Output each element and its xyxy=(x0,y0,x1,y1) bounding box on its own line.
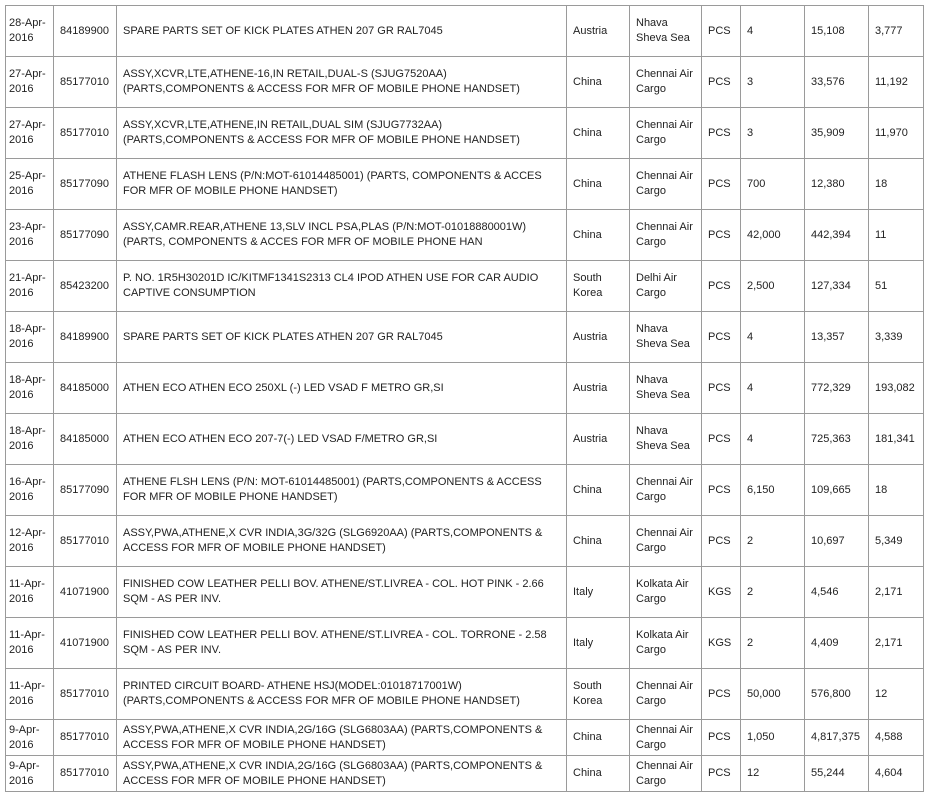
cell-hs-code: 85177010 xyxy=(54,57,117,108)
table-row xyxy=(6,756,924,792)
cell-origin-country: China xyxy=(567,159,630,210)
cell-origin-country: Italy xyxy=(567,567,630,618)
cell-description: ASSY,XCVR,LTE,ATHENE-16,IN RETAIL,DUAL-S (SJUG7520AA) (PARTS,COMPONENTS & ACCESS FOR MFR OF MOBILE PHONE HANDSET) xyxy=(117,57,567,108)
cell-quantity: 2 xyxy=(741,516,805,567)
cell-value: 725,363 xyxy=(805,414,869,465)
table-row xyxy=(6,210,924,261)
cell-port: Chennai Air Cargo xyxy=(630,720,702,756)
table-row xyxy=(6,363,924,414)
cell-origin-country: Austria xyxy=(567,312,630,363)
cell-unit: PCS xyxy=(702,669,741,720)
cell-date: 23-Apr-2016 xyxy=(6,210,54,261)
cell-per-unit-value: 2,171 xyxy=(869,567,924,618)
table-row xyxy=(6,720,924,756)
cell-origin-country: Italy xyxy=(567,618,630,669)
cell-per-unit-value: 5,349 xyxy=(869,516,924,567)
cell-value: 4,546 xyxy=(805,567,869,618)
cell-hs-code: 85177090 xyxy=(54,210,117,261)
cell-date: 12-Apr-2016 xyxy=(6,516,54,567)
cell-unit: PCS xyxy=(702,210,741,261)
cell-date: 9-Apr-2016 xyxy=(6,720,54,756)
cell-description: FINISHED COW LEATHER PELLI BOV. ATHENE/ST.LIVREA - COL. TORRONE - 2.58 SQM - AS PER INV. xyxy=(117,618,567,669)
cell-date: 16-Apr-2016 xyxy=(6,465,54,516)
cell-value: 772,329 xyxy=(805,363,869,414)
cell-port: Chennai Air Cargo xyxy=(630,756,702,792)
cell-per-unit-value: 3,777 xyxy=(869,6,924,57)
cell-port: Chennai Air Cargo xyxy=(630,516,702,567)
table-row xyxy=(6,567,924,618)
table-row xyxy=(6,618,924,669)
cell-hs-code: 41071900 xyxy=(54,567,117,618)
cell-port: Nhava Sheva Sea xyxy=(630,414,702,465)
cell-origin-country: South Korea xyxy=(567,261,630,312)
cell-value: 10,697 xyxy=(805,516,869,567)
cell-date: 25-Apr-2016 xyxy=(6,159,54,210)
cell-unit: PCS xyxy=(702,516,741,567)
cell-hs-code: 85177010 xyxy=(54,108,117,159)
cell-date: 21-Apr-2016 xyxy=(6,261,54,312)
cell-unit: KGS xyxy=(702,618,741,669)
cell-date: 27-Apr-2016 xyxy=(6,57,54,108)
cell-quantity: 2 xyxy=(741,618,805,669)
cell-description: ASSY,PWA,ATHENE,X CVR INDIA,3G/32G (SLG6920AA) (PARTS,COMPONENTS & ACCESS FOR MFR OF MOBILE PHONE HANDSET) xyxy=(117,516,567,567)
cell-unit: PCS xyxy=(702,720,741,756)
cell-description: ATHENE FLSH LENS (P/N: MOT-61014485001) (PARTS,COMPONENTS & ACCESS FOR MFR OF MOBILE PHONE HANDSET) xyxy=(117,465,567,516)
cell-value: 4,817,375 xyxy=(805,720,869,756)
cell-hs-code: 85177010 xyxy=(54,516,117,567)
cell-value: 55,244 xyxy=(805,756,869,792)
cell-unit: PCS xyxy=(702,312,741,363)
table-row xyxy=(6,6,924,57)
cell-date: 11-Apr-2016 xyxy=(6,669,54,720)
cell-description: ASSY,XCVR,LTE,ATHENE,IN RETAIL,DUAL SIM (SJUG7732AA) (PARTS,COMPONENTS & ACCESS FOR MFR OF MOBILE PHONE HANDSET) xyxy=(117,108,567,159)
cell-description: SPARE PARTS SET OF KICK PLATES ATHEN 207 GR RAL7045 xyxy=(117,6,567,57)
cell-date: 9-Apr-2016 xyxy=(6,756,54,792)
cell-hs-code: 84185000 xyxy=(54,414,117,465)
cell-port: Delhi Air Cargo xyxy=(630,261,702,312)
cell-description: FINISHED COW LEATHER PELLI BOV. ATHENE/ST.LIVREA - COL. HOT PINK - 2.66 SQM - AS PER INV. xyxy=(117,567,567,618)
cell-hs-code: 85177090 xyxy=(54,465,117,516)
cell-origin-country: South Korea xyxy=(567,669,630,720)
table-row xyxy=(6,108,924,159)
cell-description: SPARE PARTS SET OF KICK PLATES ATHEN 207 GR RAL7045 xyxy=(117,312,567,363)
cell-per-unit-value: 3,339 xyxy=(869,312,924,363)
cell-value: 4,409 xyxy=(805,618,869,669)
cell-port: Chennai Air Cargo xyxy=(630,465,702,516)
cell-quantity: 42,000 xyxy=(741,210,805,261)
cell-date: 11-Apr-2016 xyxy=(6,567,54,618)
cell-unit: PCS xyxy=(702,414,741,465)
cell-value: 35,909 xyxy=(805,108,869,159)
cell-origin-country: Austria xyxy=(567,414,630,465)
cell-port: Nhava Sheva Sea xyxy=(630,6,702,57)
table-row xyxy=(6,669,924,720)
cell-unit: PCS xyxy=(702,159,741,210)
cell-unit: KGS xyxy=(702,567,741,618)
cell-port: Chennai Air Cargo xyxy=(630,669,702,720)
cell-hs-code: 84189900 xyxy=(54,312,117,363)
cell-description: PRINTED CIRCUIT BOARD- ATHENE HSJ(MODEL:01018717001W) (PARTS,COMPONENTS & ACCESS FOR MFR OF MOBILE PHONE HANDSET) xyxy=(117,669,567,720)
table-row xyxy=(6,465,924,516)
cell-unit: PCS xyxy=(702,465,741,516)
cell-hs-code: 85177010 xyxy=(54,756,117,792)
cell-hs-code: 85177010 xyxy=(54,720,117,756)
cell-port: Kolkata Air Cargo xyxy=(630,567,702,618)
table-row xyxy=(6,261,924,312)
cell-value: 15,108 xyxy=(805,6,869,57)
cell-port: Chennai Air Cargo xyxy=(630,159,702,210)
cell-per-unit-value: 11,192 xyxy=(869,57,924,108)
cell-description: ASSY,PWA,ATHENE,X CVR INDIA,2G/16G (SLG6803AA) (PARTS,COMPONENTS & ACCESS FOR MFR OF MOBILE PHONE HANDSET) xyxy=(117,756,567,792)
cell-origin-country: China xyxy=(567,756,630,792)
cell-origin-country: China xyxy=(567,57,630,108)
cell-per-unit-value: 4,588 xyxy=(869,720,924,756)
cell-hs-code: 84189900 xyxy=(54,6,117,57)
cell-origin-country: China xyxy=(567,465,630,516)
cell-port: Kolkata Air Cargo xyxy=(630,618,702,669)
import-records-container xyxy=(5,5,927,792)
cell-per-unit-value: 2,171 xyxy=(869,618,924,669)
table-row xyxy=(6,516,924,567)
cell-per-unit-value: 18 xyxy=(869,465,924,516)
cell-value: 12,380 xyxy=(805,159,869,210)
cell-quantity: 4 xyxy=(741,363,805,414)
cell-description: ATHENE FLASH LENS (P/N:MOT-61014485001) (PARTS, COMPONENTS & ACCES FOR MFR OF MOBILE PHONE HANDSET) xyxy=(117,159,567,210)
cell-date: 11-Apr-2016 xyxy=(6,618,54,669)
cell-per-unit-value: 51 xyxy=(869,261,924,312)
import-records-table xyxy=(5,5,924,792)
cell-value: 576,800 xyxy=(805,669,869,720)
cell-port: Nhava Sheva Sea xyxy=(630,312,702,363)
cell-port: Nhava Sheva Sea xyxy=(630,363,702,414)
cell-unit: PCS xyxy=(702,756,741,792)
cell-hs-code: 85177010 xyxy=(54,669,117,720)
cell-port: Chennai Air Cargo xyxy=(630,108,702,159)
cell-hs-code: 85177090 xyxy=(54,159,117,210)
cell-unit: PCS xyxy=(702,108,741,159)
cell-quantity: 3 xyxy=(741,57,805,108)
cell-unit: PCS xyxy=(702,261,741,312)
cell-per-unit-value: 11 xyxy=(869,210,924,261)
cell-quantity: 6,150 xyxy=(741,465,805,516)
cell-origin-country: Austria xyxy=(567,6,630,57)
cell-origin-country: China xyxy=(567,516,630,567)
cell-origin-country: China xyxy=(567,108,630,159)
cell-date: 18-Apr-2016 xyxy=(6,312,54,363)
cell-origin-country: China xyxy=(567,210,630,261)
cell-description: P. NO. 1R5H30201D IC/KITMF1341S2313 CL4 IPOD ATHEN USE FOR CAR AUDIO CAPTIVE CONSUMPTION xyxy=(117,261,567,312)
cell-quantity: 4 xyxy=(741,6,805,57)
table-body xyxy=(6,6,924,792)
cell-description: ATHEN ECO ATHEN ECO 250XL (-) LED VSAD F METRO GR,SI xyxy=(117,363,567,414)
cell-port: Chennai Air Cargo xyxy=(630,210,702,261)
cell-date: 18-Apr-2016 xyxy=(6,414,54,465)
cell-unit: PCS xyxy=(702,57,741,108)
cell-per-unit-value: 18 xyxy=(869,159,924,210)
cell-quantity: 4 xyxy=(741,414,805,465)
cell-quantity: 50,000 xyxy=(741,669,805,720)
cell-hs-code: 41071900 xyxy=(54,618,117,669)
cell-quantity: 1,050 xyxy=(741,720,805,756)
cell-quantity: 2 xyxy=(741,567,805,618)
cell-origin-country: Austria xyxy=(567,363,630,414)
cell-value: 442,394 xyxy=(805,210,869,261)
cell-quantity: 2,500 xyxy=(741,261,805,312)
cell-origin-country: China xyxy=(567,720,630,756)
cell-per-unit-value: 4,604 xyxy=(869,756,924,792)
cell-date: 27-Apr-2016 xyxy=(6,108,54,159)
cell-hs-code: 85423200 xyxy=(54,261,117,312)
cell-unit: PCS xyxy=(702,6,741,57)
table-row xyxy=(6,159,924,210)
cell-per-unit-value: 193,082 xyxy=(869,363,924,414)
cell-per-unit-value: 12 xyxy=(869,669,924,720)
cell-date: 18-Apr-2016 xyxy=(6,363,54,414)
cell-quantity: 12 xyxy=(741,756,805,792)
table-row xyxy=(6,312,924,363)
cell-per-unit-value: 11,970 xyxy=(869,108,924,159)
cell-quantity: 4 xyxy=(741,312,805,363)
cell-description: ASSY,CAMR.REAR,ATHENE 13,SLV INCL PSA,PLAS (P/N:MOT-01018880001W) (PARTS, COMPONENTS & ACCES FOR MFR OF MOBILE PHONE HAN xyxy=(117,210,567,261)
table-row xyxy=(6,414,924,465)
cell-date: 28-Apr-2016 xyxy=(6,6,54,57)
cell-value: 127,334 xyxy=(805,261,869,312)
cell-unit: PCS xyxy=(702,363,741,414)
cell-per-unit-value: 181,341 xyxy=(869,414,924,465)
cell-value: 33,576 xyxy=(805,57,869,108)
cell-description: ASSY,PWA,ATHENE,X CVR INDIA,2G/16G (SLG6803AA) (PARTS,COMPONENTS & ACCESS FOR MFR OF MOBILE PHONE HANDSET) xyxy=(117,720,567,756)
cell-port: Chennai Air Cargo xyxy=(630,57,702,108)
cell-quantity: 3 xyxy=(741,108,805,159)
cell-value: 13,357 xyxy=(805,312,869,363)
cell-hs-code: 84185000 xyxy=(54,363,117,414)
cell-quantity: 700 xyxy=(741,159,805,210)
table-row xyxy=(6,57,924,108)
cell-description: ATHEN ECO ATHEN ECO 207-7(-) LED VSAD F/METRO GR,SI xyxy=(117,414,567,465)
cell-value: 109,665 xyxy=(805,465,869,516)
